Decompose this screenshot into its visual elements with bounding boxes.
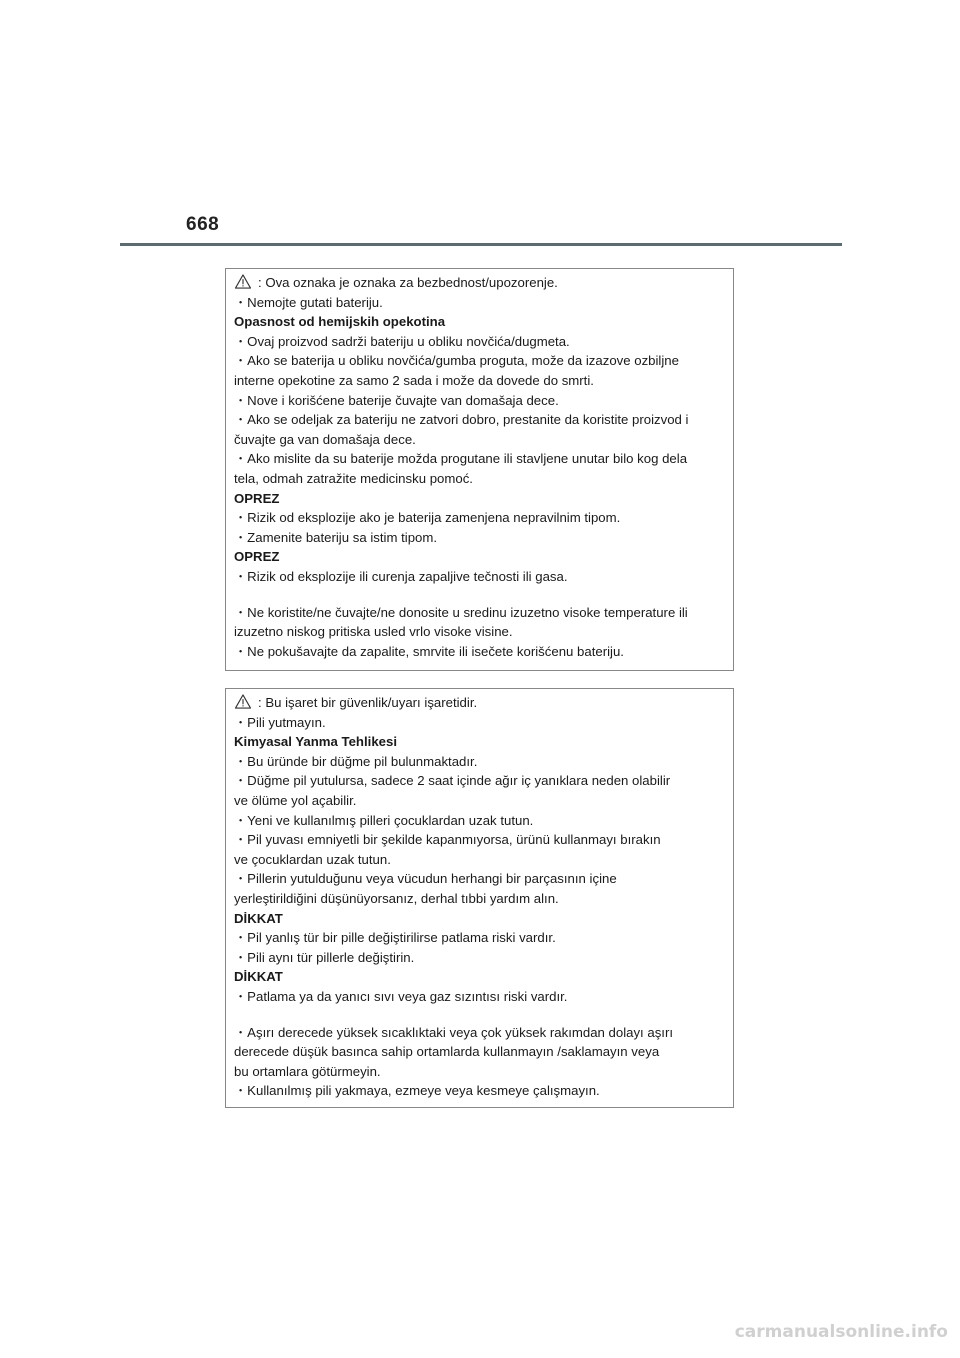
warning-line-text: ・Rizik od eksplozije ako je baterija zamenjena nepravilnim tipom. — [234, 510, 621, 526]
warning-line-text: ・Nemojte gutati bateriju. — [234, 294, 383, 310]
warning-line-text: ・Ne pokušavajte da zapalite, smrvite ili isečete korišćenu bateriju. — [234, 643, 624, 659]
warning-line — [234, 603, 725, 623]
warning-line — [234, 469, 725, 489]
warning-line-text: Kimyasal Yanma Tehlikesi — [234, 734, 397, 750]
warning-line-text: ・Ovaj proizvod sadrži bateriju u obliku novčića/dugmeta. — [234, 333, 570, 349]
warning-line-text: ・Ako mislite da su baterije možda progutane ili stavljene unutar bilo kog dela — [234, 451, 688, 467]
warning-line-text: DİKKAT — [234, 910, 283, 926]
warning-line — [234, 811, 725, 831]
warning-line-text: ・Pil yuvası emniyetli bir şekilde kapanmıyorsa, ürünü kullanmayı bırakın — [234, 832, 661, 848]
warning-line-text: ・Düğme pil yutulursa, sadece 2 saat içinde ağır iç yanıklara neden olabilir — [234, 773, 671, 789]
warning-line-text: ve çocuklardan uzak tutun. — [234, 851, 391, 867]
warning-line-text: DİKKAT — [234, 969, 283, 985]
warning-line — [234, 948, 725, 968]
warning-line-text: tela, odmah zatražite medicinsku pomoć. — [234, 470, 473, 486]
warning-line — [234, 371, 725, 391]
warning-line — [234, 1062, 725, 1082]
warning-line-text: ・Pili yutmayın. — [234, 714, 326, 730]
warning-line-text: ・Pili aynı tür pillerle değiştirin. — [234, 949, 415, 965]
warning-line — [234, 869, 725, 889]
warning-line-text: ・Aşırı derecede yüksek sıcaklıktaki veya çok yüksek rakımdan dolayı aşırı — [234, 1024, 674, 1040]
warning-line — [234, 642, 725, 662]
paragraph-gap — [234, 587, 725, 603]
warning-line-text: ・Rizik od eksplozije ili curenja zapaljive tečnosti ili gasa. — [234, 568, 568, 584]
warning-line-text: Opasnost od hemijskih opekotina — [234, 314, 446, 330]
warning-heading — [234, 967, 725, 987]
warning-line — [234, 391, 725, 411]
warning-line — [234, 508, 725, 528]
paragraph-gap — [234, 1007, 725, 1023]
warning-line — [234, 528, 725, 548]
warning-line-text: ・Ako se baterija u obliku novčića/gumba proguta, može da izazove ozbiljne — [234, 353, 679, 369]
turkish-warning-box — [225, 688, 734, 1108]
warning-heading — [234, 489, 725, 509]
warning-line-text: ・Ne koristite/ne čuvajte/ne donosite u sredinu izuzetno visoke temperature ili — [234, 604, 688, 620]
page-number: 668 — [186, 214, 220, 235]
warning-line — [234, 830, 725, 850]
warning-line-text: OPREZ — [234, 490, 280, 506]
warning-line-text: : Bu işaret bir güvenlik/uyarı işaretidir. — [258, 695, 478, 710]
warning-heading — [234, 547, 725, 567]
header-rule — [120, 243, 842, 246]
warning-line — [234, 850, 725, 870]
warning-line-text: ・Kullanılmış pili yakmaya, ezmeye veya kesmeye çalışmayın. — [234, 1083, 600, 1099]
warning-line — [234, 752, 725, 772]
warning-line-text: ・Ako se odeljak za bateriju ne zatvori dobro, prestanite da koristite proizvod i — [234, 412, 689, 428]
warning-line-text: ・Pillerin yutulduğunu veya vücudun herhangi bir parçasının içine — [234, 871, 617, 887]
serbian-warning-box — [225, 268, 734, 671]
watermark-text: carmanualsonline.info — [734, 1322, 948, 1342]
warning-line — [234, 713, 725, 733]
warning-line — [234, 1042, 725, 1062]
warning-line-text: yerleştirildiğini düşünüyorsanız, derhal tıbbi yardım alın. — [234, 890, 559, 906]
warning-line — [234, 351, 725, 371]
warning-line — [234, 410, 725, 430]
warning-line — [234, 771, 725, 791]
warning-triangle-icon — [234, 274, 252, 289]
warning-line-text: ve ölüme yol açabilir. — [234, 792, 357, 808]
warning-line — [234, 332, 725, 352]
warning-line-text: izuzetno niskog pritiska usled vrlo visoke visine. — [234, 624, 513, 640]
warning-line — [234, 1023, 725, 1043]
warning-line — [234, 622, 725, 642]
warning-line-text: ・Pil yanlış tür bir pille değiştirilirse patlama riski vardır. — [234, 930, 556, 946]
warning-line-text: bu ortamlara götürmeyin. — [234, 1063, 381, 1079]
warning-heading — [234, 312, 725, 332]
warning-heading — [234, 732, 725, 752]
warning-line — [234, 273, 725, 293]
warning-line — [234, 430, 725, 450]
warning-line-text: OPREZ — [234, 549, 280, 565]
warning-line — [234, 987, 725, 1007]
warning-line — [234, 791, 725, 811]
warning-line-text: ・Zamenite bateriju sa istim tipom. — [234, 529, 438, 545]
warning-line — [234, 889, 725, 909]
warning-line — [234, 928, 725, 948]
warning-line-text: interne opekotine za samo 2 sada i može da dovede do smrti. — [234, 372, 594, 388]
warning-line-text: : Ova oznaka je oznaka za bezbednost/upozorenje. — [258, 275, 558, 290]
warning-line-text: ・Patlama ya da yanıcı sıvı veya gaz sızıntısı riski vardır. — [234, 988, 568, 1004]
warning-line — [234, 449, 725, 469]
warning-line-text: ・Nove i korišćene baterije čuvajte van domašaja dece. — [234, 392, 559, 408]
warning-line-text: derecede düşük basınca sahip ortamlarda kullanmayın /saklamayın veya — [234, 1044, 660, 1060]
warning-heading — [234, 909, 725, 929]
warning-line — [234, 567, 725, 587]
warning-line-text: čuvajte ga van domašaja dece. — [234, 431, 416, 447]
warning-triangle-icon — [234, 694, 252, 709]
warning-line — [234, 293, 725, 313]
warning-line — [234, 1081, 725, 1101]
warning-line — [234, 693, 725, 713]
warning-line-text: ・Yeni ve kullanılmış pilleri çocuklardan uzak tutun. — [234, 812, 534, 828]
warning-line-text: ・Bu üründe bir düğme pil bulunmaktadır. — [234, 753, 478, 769]
